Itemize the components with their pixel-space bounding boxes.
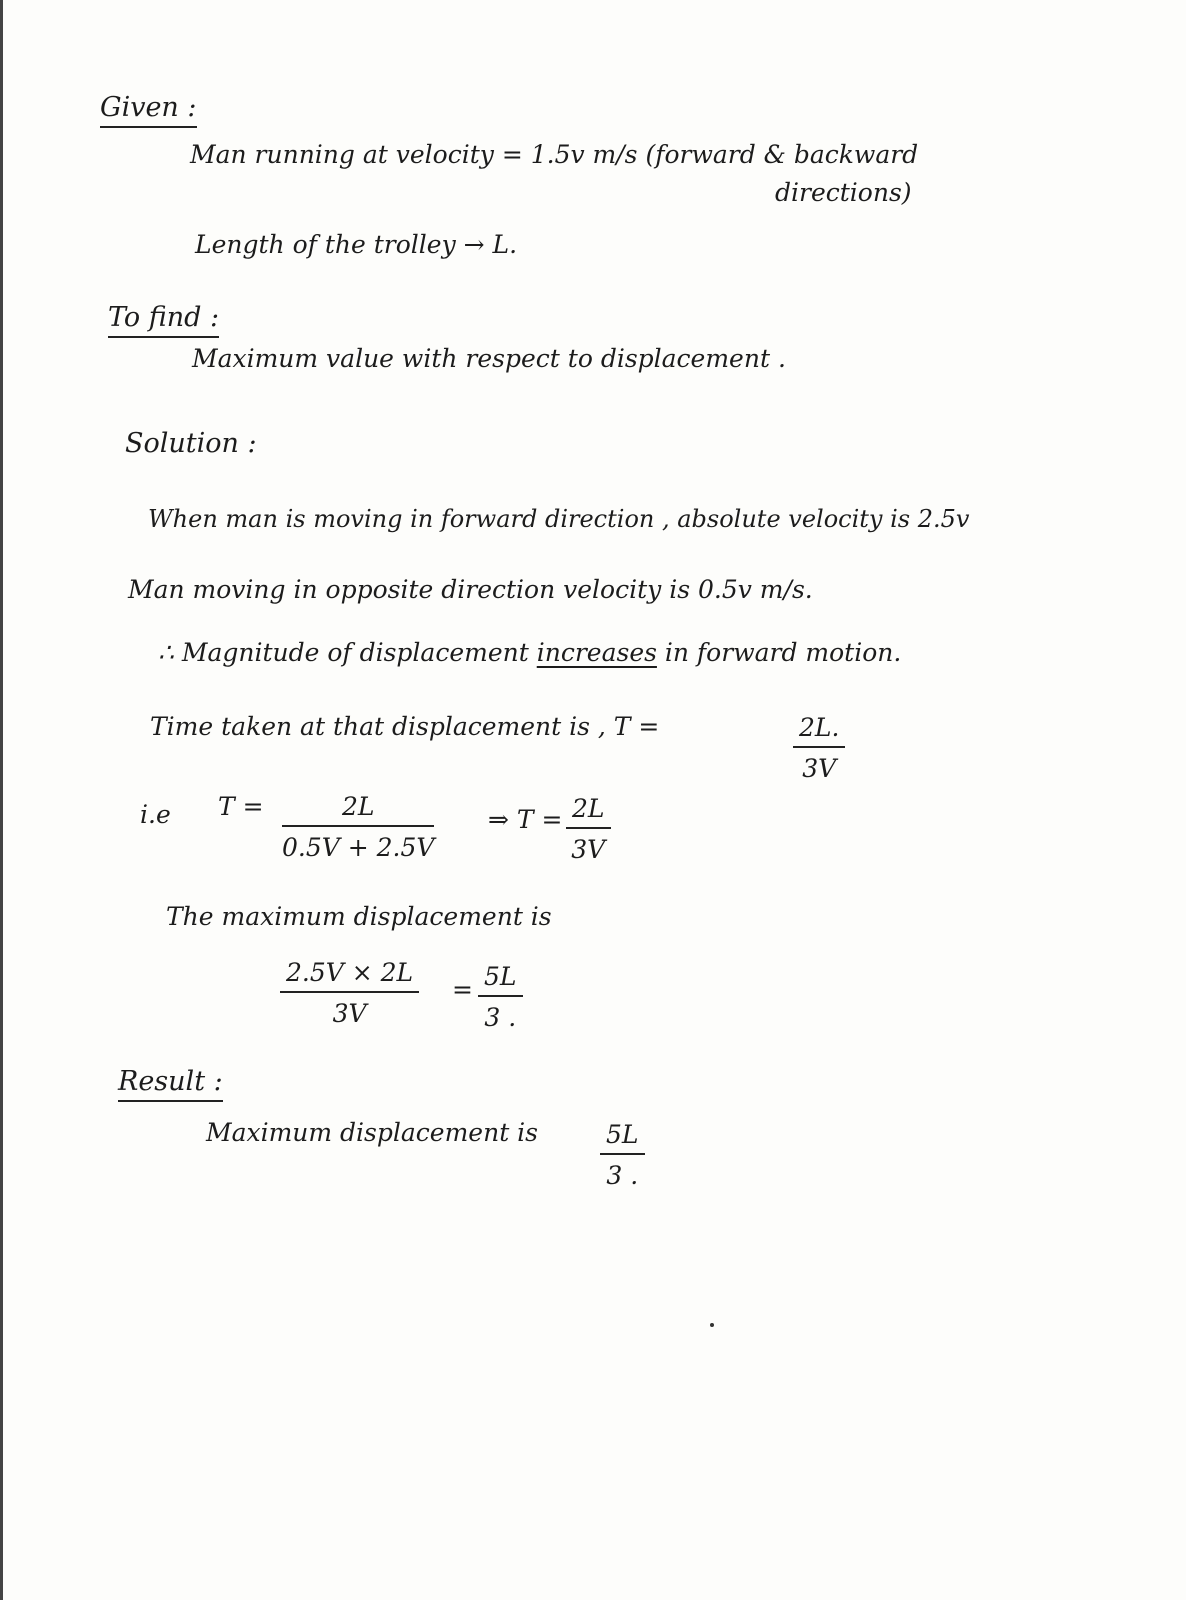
max-displacement-fraction: [280, 958, 419, 1028]
time-fraction-numerator: 2L.: [799, 713, 840, 742]
solution-heading: Solution :: [125, 428, 257, 459]
max-displacement-numerator: 2.5V × 2L: [286, 958, 414, 987]
t-equals-label: T =: [218, 792, 264, 821]
solution-magnitude-line: [158, 638, 901, 668]
max-displacement-denominator: 3V: [332, 999, 367, 1028]
page-edge-line: [0, 0, 3, 1600]
to-find-line: Maximum value with respect to displacement .: [192, 344, 786, 373]
result-fraction-denominator: 3 .: [606, 1161, 639, 1190]
given-velocity-line-continued: directions): [775, 178, 912, 207]
increases-word: increases: [536, 638, 657, 667]
ink-speck: [710, 1323, 714, 1327]
max-displacement-result-numerator: 5L: [484, 962, 517, 991]
time-result-denominator: 3V: [571, 835, 606, 864]
equals-sign: =: [452, 975, 473, 1004]
solution-time-line: Time taken at that displacement is , T =: [150, 712, 660, 741]
time-result-numerator: 2L: [572, 794, 605, 823]
max-displacement-result-denominator: 3 .: [484, 1003, 517, 1032]
expanded-fraction-numerator: 2L: [341, 792, 375, 821]
given-velocity-line: Man running at velocity = 1.5v m/s (forward & backward: [190, 140, 919, 169]
given-heading: Given :: [100, 92, 197, 128]
given-length-line: Length of the trolley → L.: [195, 230, 518, 259]
time-expanded-fraction: [282, 792, 434, 862]
result-fraction-numerator: 5L: [606, 1120, 639, 1149]
to-find-heading: To find :: [108, 302, 219, 338]
time-fraction-denominator: 3V: [802, 754, 837, 783]
expanded-fraction-denominator: 0.5V + 2.5V: [282, 833, 435, 862]
result-heading: Result :: [118, 1066, 223, 1102]
result-fraction: [600, 1120, 645, 1190]
ie-label: i.e: [140, 800, 171, 829]
magnitude-line-start: ∴ Magnitude of displacement: [158, 638, 529, 667]
max-displacement-result-fraction: [478, 962, 523, 1032]
time-fraction: [793, 713, 845, 783]
implies-t-equals: ⇒ T =: [488, 805, 563, 834]
result-line: Maximum displacement is: [206, 1118, 539, 1147]
time-result-fraction: [566, 794, 611, 864]
max-displacement-line: The maximum displacement is: [166, 902, 552, 931]
solution-opposite-velocity-line: Man moving in opposite direction velocity is 0.5v m/s.: [128, 575, 813, 604]
magnitude-line-end: in forward motion.: [664, 638, 902, 667]
solution-forward-velocity-line: When man is moving in forward direction , absolute velocity is 2.5v: [148, 505, 970, 533]
